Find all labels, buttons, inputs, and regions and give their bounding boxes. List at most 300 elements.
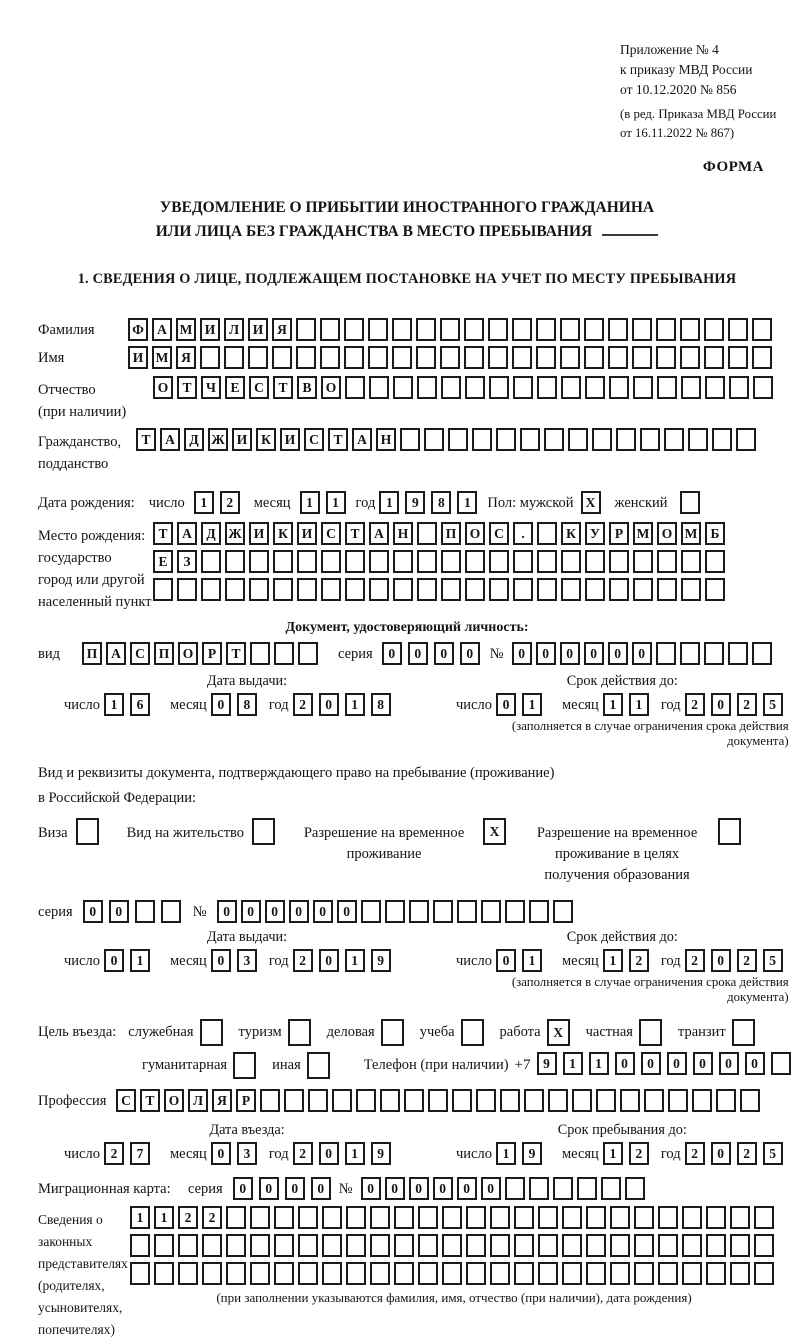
form-cell[interactable] bbox=[632, 346, 652, 369]
form-cell[interactable] bbox=[135, 900, 155, 923]
form-cell[interactable]: 0 bbox=[745, 1052, 765, 1075]
form-cell[interactable] bbox=[225, 578, 245, 601]
form-cell[interactable] bbox=[457, 900, 477, 923]
form-cell[interactable]: . bbox=[513, 522, 533, 545]
form-cell[interactable]: Е bbox=[153, 550, 173, 573]
birth-place-row1[interactable] bbox=[153, 522, 729, 545]
form-cell[interactable] bbox=[298, 642, 318, 665]
form-cell[interactable] bbox=[307, 1052, 330, 1079]
form-cell[interactable]: 5 bbox=[763, 949, 783, 972]
form-cell[interactable]: У bbox=[585, 522, 605, 545]
form-cell[interactable] bbox=[370, 1234, 390, 1257]
profession-cells[interactable] bbox=[116, 1089, 764, 1112]
form-cell[interactable]: 1 bbox=[345, 949, 365, 972]
residence-permit-checkbox[interactable] bbox=[252, 818, 279, 845]
form-cell[interactable] bbox=[250, 1234, 270, 1257]
form-cell[interactable] bbox=[361, 900, 381, 923]
form-cell[interactable]: 1 bbox=[154, 1206, 174, 1229]
form-cell[interactable]: 2 bbox=[293, 693, 313, 716]
form-cell[interactable] bbox=[610, 1262, 630, 1285]
form-cell[interactable] bbox=[513, 376, 533, 399]
form-cell[interactable] bbox=[417, 376, 437, 399]
form-cell[interactable]: 0 bbox=[460, 642, 480, 665]
form-cell[interactable] bbox=[640, 428, 660, 451]
form-cell[interactable] bbox=[250, 1206, 270, 1229]
purpose-private-checkbox[interactable] bbox=[639, 1019, 666, 1046]
form-cell[interactable] bbox=[416, 318, 436, 341]
form-cell[interactable] bbox=[634, 1262, 654, 1285]
form-cell[interactable] bbox=[586, 1262, 606, 1285]
form-cell[interactable] bbox=[260, 1089, 280, 1112]
form-cell[interactable]: 0 bbox=[382, 642, 402, 665]
representatives-row1[interactable] bbox=[130, 1206, 778, 1229]
valid-day-cells[interactable] bbox=[496, 949, 548, 972]
birth-place-row2[interactable] bbox=[153, 550, 729, 573]
stay-day-cells[interactable] bbox=[496, 1142, 548, 1165]
form-cell[interactable] bbox=[609, 578, 629, 601]
form-cell[interactable] bbox=[553, 1177, 573, 1200]
purpose-tourism-checkbox[interactable] bbox=[288, 1019, 315, 1046]
form-cell[interactable]: Т bbox=[345, 522, 365, 545]
form-cell[interactable]: П bbox=[82, 642, 102, 665]
form-cell[interactable]: Т bbox=[153, 522, 173, 545]
form-cell[interactable] bbox=[440, 346, 460, 369]
visa-checkbox[interactable] bbox=[76, 818, 103, 845]
birth-place-row3[interactable] bbox=[153, 578, 729, 601]
form-cell[interactable]: Т bbox=[177, 376, 197, 399]
form-cell[interactable] bbox=[682, 1234, 702, 1257]
form-cell[interactable] bbox=[298, 1262, 318, 1285]
form-cell[interactable] bbox=[288, 1019, 311, 1046]
form-cell[interactable]: 0 bbox=[496, 949, 516, 972]
form-cell[interactable] bbox=[740, 1089, 760, 1112]
form-cell[interactable] bbox=[202, 1234, 222, 1257]
form-cell[interactable] bbox=[346, 1206, 366, 1229]
form-cell[interactable] bbox=[753, 376, 773, 399]
doc-kind-cells[interactable] bbox=[82, 642, 322, 665]
form-cell[interactable]: 1 bbox=[603, 693, 623, 716]
form-cell[interactable]: Я bbox=[176, 346, 196, 369]
form-cell[interactable] bbox=[634, 1206, 654, 1229]
form-cell[interactable]: А bbox=[106, 642, 126, 665]
form-cell[interactable]: И bbox=[200, 318, 220, 341]
form-cell[interactable]: А bbox=[177, 522, 197, 545]
form-cell[interactable] bbox=[586, 1234, 606, 1257]
form-cell[interactable] bbox=[424, 428, 444, 451]
form-cell[interactable] bbox=[610, 1234, 630, 1257]
form-cell[interactable] bbox=[472, 428, 492, 451]
form-cell[interactable] bbox=[538, 1234, 558, 1257]
form-cell[interactable] bbox=[706, 1262, 726, 1285]
form-cell[interactable] bbox=[680, 642, 700, 665]
form-cell[interactable] bbox=[771, 1052, 791, 1075]
form-cell[interactable]: 9 bbox=[405, 491, 425, 514]
form-cell[interactable]: Я bbox=[272, 318, 292, 341]
form-cell[interactable]: 0 bbox=[711, 1142, 731, 1165]
form-cell[interactable]: К bbox=[273, 522, 293, 545]
form-cell[interactable] bbox=[417, 522, 437, 545]
form-cell[interactable]: 1 bbox=[130, 949, 150, 972]
form-cell[interactable]: 0 bbox=[667, 1052, 687, 1075]
form-cell[interactable] bbox=[754, 1262, 774, 1285]
form-cell[interactable]: П bbox=[154, 642, 174, 665]
form-cell[interactable]: И bbox=[232, 428, 252, 451]
form-cell[interactable]: 0 bbox=[433, 1177, 453, 1200]
form-cell[interactable] bbox=[381, 1019, 404, 1046]
form-cell[interactable]: И bbox=[280, 428, 300, 451]
form-cell[interactable] bbox=[704, 642, 724, 665]
purpose-other-checkbox[interactable] bbox=[307, 1052, 334, 1079]
form-cell[interactable]: 0 bbox=[104, 949, 124, 972]
birth-month-cells[interactable] bbox=[300, 491, 352, 514]
form-cell[interactable] bbox=[584, 318, 604, 341]
form-cell[interactable] bbox=[272, 346, 292, 369]
form-cell[interactable] bbox=[592, 428, 612, 451]
form-cell[interactable]: Д bbox=[184, 428, 204, 451]
form-cell[interactable] bbox=[488, 346, 508, 369]
form-cell[interactable]: 1 bbox=[130, 1206, 150, 1229]
form-cell[interactable] bbox=[537, 578, 557, 601]
purpose-humanitarian-checkbox[interactable] bbox=[233, 1052, 260, 1079]
form-cell[interactable] bbox=[441, 578, 461, 601]
purpose-work-checkbox[interactable] bbox=[547, 1019, 574, 1046]
form-cell[interactable]: 1 bbox=[326, 491, 346, 514]
form-cell[interactable] bbox=[568, 428, 588, 451]
entry-day-cells[interactable] bbox=[104, 1142, 156, 1165]
form-cell[interactable]: 9 bbox=[371, 1142, 391, 1165]
form-cell[interactable] bbox=[369, 376, 389, 399]
form-cell[interactable]: 0 bbox=[385, 1177, 405, 1200]
form-cell[interactable] bbox=[489, 376, 509, 399]
form-cell[interactable] bbox=[226, 1234, 246, 1257]
form-cell[interactable] bbox=[332, 1089, 352, 1112]
form-cell[interactable]: И bbox=[249, 522, 269, 545]
form-cell[interactable]: 0 bbox=[313, 900, 333, 923]
form-cell[interactable]: Н bbox=[393, 522, 413, 545]
form-cell[interactable] bbox=[346, 1262, 366, 1285]
form-cell[interactable]: 9 bbox=[537, 1052, 557, 1075]
form-cell[interactable]: 1 bbox=[345, 693, 365, 716]
form-cell[interactable]: 1 bbox=[104, 693, 124, 716]
form-cell[interactable]: И bbox=[248, 318, 268, 341]
form-cell[interactable]: 2 bbox=[685, 693, 705, 716]
form-cell[interactable] bbox=[608, 318, 628, 341]
form-cell[interactable] bbox=[417, 578, 437, 601]
form-cell[interactable] bbox=[536, 346, 556, 369]
form-cell[interactable] bbox=[409, 900, 429, 923]
citizenship-cells[interactable] bbox=[136, 428, 760, 451]
form-cell[interactable] bbox=[732, 1019, 755, 1046]
form-cell[interactable] bbox=[754, 1206, 774, 1229]
form-cell[interactable] bbox=[656, 318, 676, 341]
temp-residence-checkbox[interactable] bbox=[483, 818, 510, 845]
form-cell[interactable] bbox=[200, 346, 220, 369]
form-cell[interactable] bbox=[562, 1234, 582, 1257]
form-cell[interactable]: 1 bbox=[522, 949, 542, 972]
form-cell[interactable] bbox=[538, 1262, 558, 1285]
form-cell[interactable] bbox=[586, 1206, 606, 1229]
form-cell[interactable] bbox=[658, 1262, 678, 1285]
form-cell[interactable] bbox=[177, 578, 197, 601]
form-cell[interactable] bbox=[252, 818, 275, 845]
form-cell[interactable] bbox=[489, 578, 509, 601]
form-cell[interactable] bbox=[404, 1089, 424, 1112]
form-cell[interactable] bbox=[322, 1234, 342, 1257]
form-cell[interactable] bbox=[620, 1089, 640, 1112]
form-cell[interactable] bbox=[250, 642, 270, 665]
form-cell[interactable]: 1 bbox=[457, 491, 477, 514]
form-cell[interactable]: Р bbox=[202, 642, 222, 665]
form-cell[interactable] bbox=[274, 1234, 294, 1257]
form-cell[interactable] bbox=[668, 1089, 688, 1112]
form-cell[interactable] bbox=[344, 346, 364, 369]
form-cell[interactable]: 2 bbox=[629, 949, 649, 972]
form-cell[interactable] bbox=[705, 550, 725, 573]
form-cell[interactable] bbox=[682, 1262, 702, 1285]
form-cell[interactable] bbox=[752, 346, 772, 369]
form-cell[interactable] bbox=[428, 1089, 448, 1112]
form-cell[interactable] bbox=[296, 346, 316, 369]
form-cell[interactable] bbox=[658, 1234, 678, 1257]
form-cell[interactable]: 2 bbox=[685, 1142, 705, 1165]
form-cell[interactable] bbox=[729, 376, 749, 399]
form-cell[interactable] bbox=[514, 1234, 534, 1257]
form-cell[interactable] bbox=[548, 1089, 568, 1112]
form-cell[interactable]: С bbox=[304, 428, 324, 451]
form-cell[interactable]: 0 bbox=[259, 1177, 279, 1200]
form-cell[interactable] bbox=[716, 1089, 736, 1112]
form-cell[interactable] bbox=[680, 346, 700, 369]
form-cell[interactable] bbox=[562, 1206, 582, 1229]
form-cell[interactable]: 8 bbox=[371, 693, 391, 716]
form-cell[interactable] bbox=[718, 818, 741, 845]
form-cell[interactable] bbox=[226, 1262, 246, 1285]
form-cell[interactable] bbox=[705, 376, 725, 399]
form-cell[interactable]: 1 bbox=[496, 1142, 516, 1165]
issue-day-cells[interactable] bbox=[104, 693, 156, 716]
sex-female-checkbox[interactable] bbox=[680, 491, 704, 514]
valid-month-cells[interactable] bbox=[603, 693, 655, 716]
form-cell[interactable] bbox=[657, 376, 677, 399]
valid-year-cells[interactable] bbox=[685, 693, 789, 716]
form-cell[interactable]: В bbox=[297, 376, 317, 399]
form-cell[interactable]: 2 bbox=[293, 949, 313, 972]
form-cell[interactable] bbox=[680, 318, 700, 341]
form-cell[interactable]: 5 bbox=[763, 693, 783, 716]
form-cell[interactable] bbox=[704, 346, 724, 369]
form-cell[interactable] bbox=[500, 1089, 520, 1112]
surname-cells[interactable] bbox=[128, 318, 776, 341]
form-cell[interactable] bbox=[561, 550, 581, 573]
form-cell[interactable]: 1 bbox=[300, 491, 320, 514]
form-cell[interactable]: А bbox=[152, 318, 172, 341]
form-cell[interactable]: 2 bbox=[178, 1206, 198, 1229]
form-cell[interactable] bbox=[417, 550, 437, 573]
form-cell[interactable] bbox=[754, 1234, 774, 1257]
form-cell[interactable]: О bbox=[178, 642, 198, 665]
form-cell[interactable]: М bbox=[176, 318, 196, 341]
form-cell[interactable]: 0 bbox=[109, 900, 129, 923]
form-cell[interactable] bbox=[297, 578, 317, 601]
form-cell[interactable] bbox=[560, 318, 580, 341]
form-cell[interactable] bbox=[154, 1234, 174, 1257]
birth-year-cells[interactable] bbox=[379, 491, 483, 514]
sex-male-checkbox[interactable] bbox=[581, 491, 605, 514]
form-cell[interactable] bbox=[656, 642, 676, 665]
form-cell[interactable]: X bbox=[483, 818, 506, 845]
valid-day-cells[interactable] bbox=[496, 693, 548, 716]
form-cell[interactable] bbox=[153, 578, 173, 601]
form-cell[interactable]: 0 bbox=[408, 642, 428, 665]
form-cell[interactable]: С bbox=[489, 522, 509, 545]
form-cell[interactable] bbox=[393, 578, 413, 601]
form-cell[interactable]: 0 bbox=[608, 642, 628, 665]
form-cell[interactable] bbox=[368, 346, 388, 369]
form-cell[interactable] bbox=[752, 642, 772, 665]
form-cell[interactable]: Ч bbox=[201, 376, 221, 399]
form-cell[interactable] bbox=[442, 1262, 462, 1285]
form-cell[interactable]: 8 bbox=[237, 693, 257, 716]
entry-year-cells[interactable] bbox=[293, 1142, 397, 1165]
form-cell[interactable] bbox=[320, 318, 340, 341]
form-cell[interactable] bbox=[465, 376, 485, 399]
form-cell[interactable]: О bbox=[153, 376, 173, 399]
form-cell[interactable]: О bbox=[321, 376, 341, 399]
form-cell[interactable]: 1 bbox=[345, 1142, 365, 1165]
form-cell[interactable] bbox=[400, 428, 420, 451]
form-cell[interactable]: 0 bbox=[496, 693, 516, 716]
form-cell[interactable] bbox=[682, 1206, 702, 1229]
form-cell[interactable] bbox=[369, 578, 389, 601]
form-cell[interactable] bbox=[680, 491, 700, 514]
form-cell[interactable] bbox=[322, 1262, 342, 1285]
form-cell[interactable] bbox=[561, 578, 581, 601]
form-cell[interactable]: 0 bbox=[285, 1177, 305, 1200]
form-cell[interactable]: 2 bbox=[202, 1206, 222, 1229]
form-cell[interactable]: 0 bbox=[361, 1177, 381, 1200]
form-cell[interactable]: О bbox=[657, 522, 677, 545]
form-cell[interactable] bbox=[681, 376, 701, 399]
form-cell[interactable] bbox=[442, 1234, 462, 1257]
form-cell[interactable]: С bbox=[249, 376, 269, 399]
form-cell[interactable] bbox=[345, 550, 365, 573]
form-cell[interactable] bbox=[705, 578, 725, 601]
form-cell[interactable] bbox=[512, 318, 532, 341]
form-cell[interactable] bbox=[609, 376, 629, 399]
form-cell[interactable]: 1 bbox=[603, 1142, 623, 1165]
form-cell[interactable] bbox=[296, 318, 316, 341]
form-cell[interactable]: 2 bbox=[737, 949, 757, 972]
form-cell[interactable] bbox=[489, 550, 509, 573]
form-cell[interactable] bbox=[385, 900, 405, 923]
form-cell[interactable] bbox=[433, 900, 453, 923]
form-cell[interactable] bbox=[656, 346, 676, 369]
form-cell[interactable] bbox=[284, 1089, 304, 1112]
form-cell[interactable]: X bbox=[547, 1019, 570, 1046]
form-cell[interactable]: 0 bbox=[641, 1052, 661, 1075]
form-cell[interactable] bbox=[633, 578, 653, 601]
form-cell[interactable]: 2 bbox=[737, 693, 757, 716]
form-cell[interactable]: 0 bbox=[311, 1177, 331, 1200]
form-cell[interactable]: Т bbox=[136, 428, 156, 451]
form-cell[interactable]: Т bbox=[273, 376, 293, 399]
form-cell[interactable]: 0 bbox=[512, 642, 532, 665]
form-cell[interactable] bbox=[321, 578, 341, 601]
form-cell[interactable] bbox=[416, 346, 436, 369]
form-cell[interactable]: 2 bbox=[685, 949, 705, 972]
form-cell[interactable] bbox=[572, 1089, 592, 1112]
form-cell[interactable] bbox=[514, 1262, 534, 1285]
form-cell[interactable] bbox=[394, 1206, 414, 1229]
form-cell[interactable]: 8 bbox=[431, 491, 451, 514]
form-cell[interactable]: А bbox=[160, 428, 180, 451]
form-cell[interactable] bbox=[692, 1089, 712, 1112]
migration-series-cells[interactable] bbox=[233, 1177, 337, 1200]
form-cell[interactable] bbox=[585, 376, 605, 399]
form-cell[interactable]: 0 bbox=[409, 1177, 429, 1200]
form-cell[interactable] bbox=[609, 550, 629, 573]
issue-month-cells[interactable] bbox=[211, 693, 263, 716]
form-cell[interactable] bbox=[369, 550, 389, 573]
form-cell[interactable] bbox=[706, 1234, 726, 1257]
form-cell[interactable] bbox=[736, 428, 756, 451]
patronymic-cells[interactable] bbox=[153, 376, 777, 399]
form-cell[interactable] bbox=[577, 1177, 597, 1200]
form-cell[interactable]: Д bbox=[201, 522, 221, 545]
form-cell[interactable]: 0 bbox=[584, 642, 604, 665]
form-cell[interactable] bbox=[448, 428, 468, 451]
form-cell[interactable] bbox=[225, 550, 245, 573]
issue-year-cells[interactable] bbox=[293, 693, 397, 716]
form-cell[interactable] bbox=[226, 1206, 246, 1229]
issue-year-cells[interactable] bbox=[293, 949, 397, 972]
migration-number-cells[interactable] bbox=[361, 1177, 649, 1200]
form-cell[interactable] bbox=[440, 318, 460, 341]
form-cell[interactable]: 0 bbox=[241, 900, 261, 923]
form-cell[interactable] bbox=[345, 578, 365, 601]
residence-series-cells[interactable] bbox=[83, 900, 187, 923]
purpose-transit-checkbox[interactable] bbox=[732, 1019, 759, 1046]
form-cell[interactable]: 0 bbox=[536, 642, 556, 665]
form-cell[interactable]: 0 bbox=[434, 642, 454, 665]
form-cell[interactable] bbox=[634, 1234, 654, 1257]
form-cell[interactable]: 7 bbox=[130, 1142, 150, 1165]
form-cell[interactable]: 0 bbox=[217, 900, 237, 923]
representatives-row2[interactable] bbox=[130, 1234, 778, 1257]
form-cell[interactable] bbox=[393, 376, 413, 399]
form-cell[interactable] bbox=[178, 1262, 198, 1285]
form-cell[interactable]: 0 bbox=[337, 900, 357, 923]
form-cell[interactable]: И bbox=[128, 346, 148, 369]
form-cell[interactable] bbox=[681, 550, 701, 573]
form-cell[interactable]: 0 bbox=[211, 1142, 231, 1165]
form-cell[interactable] bbox=[490, 1234, 510, 1257]
form-cell[interactable] bbox=[562, 1262, 582, 1285]
form-cell[interactable] bbox=[274, 1262, 294, 1285]
form-cell[interactable]: 0 bbox=[481, 1177, 501, 1200]
form-cell[interactable] bbox=[393, 550, 413, 573]
issue-month-cells[interactable] bbox=[211, 949, 263, 972]
form-cell[interactable]: 0 bbox=[711, 693, 731, 716]
entry-month-cells[interactable] bbox=[211, 1142, 263, 1165]
representatives-row3[interactable] bbox=[130, 1262, 778, 1285]
form-cell[interactable]: 9 bbox=[371, 949, 391, 972]
form-cell[interactable] bbox=[553, 900, 573, 923]
form-cell[interactable] bbox=[730, 1262, 750, 1285]
form-cell[interactable]: 0 bbox=[615, 1052, 635, 1075]
form-cell[interactable]: С bbox=[116, 1089, 136, 1112]
stay-year-cells[interactable] bbox=[685, 1142, 789, 1165]
